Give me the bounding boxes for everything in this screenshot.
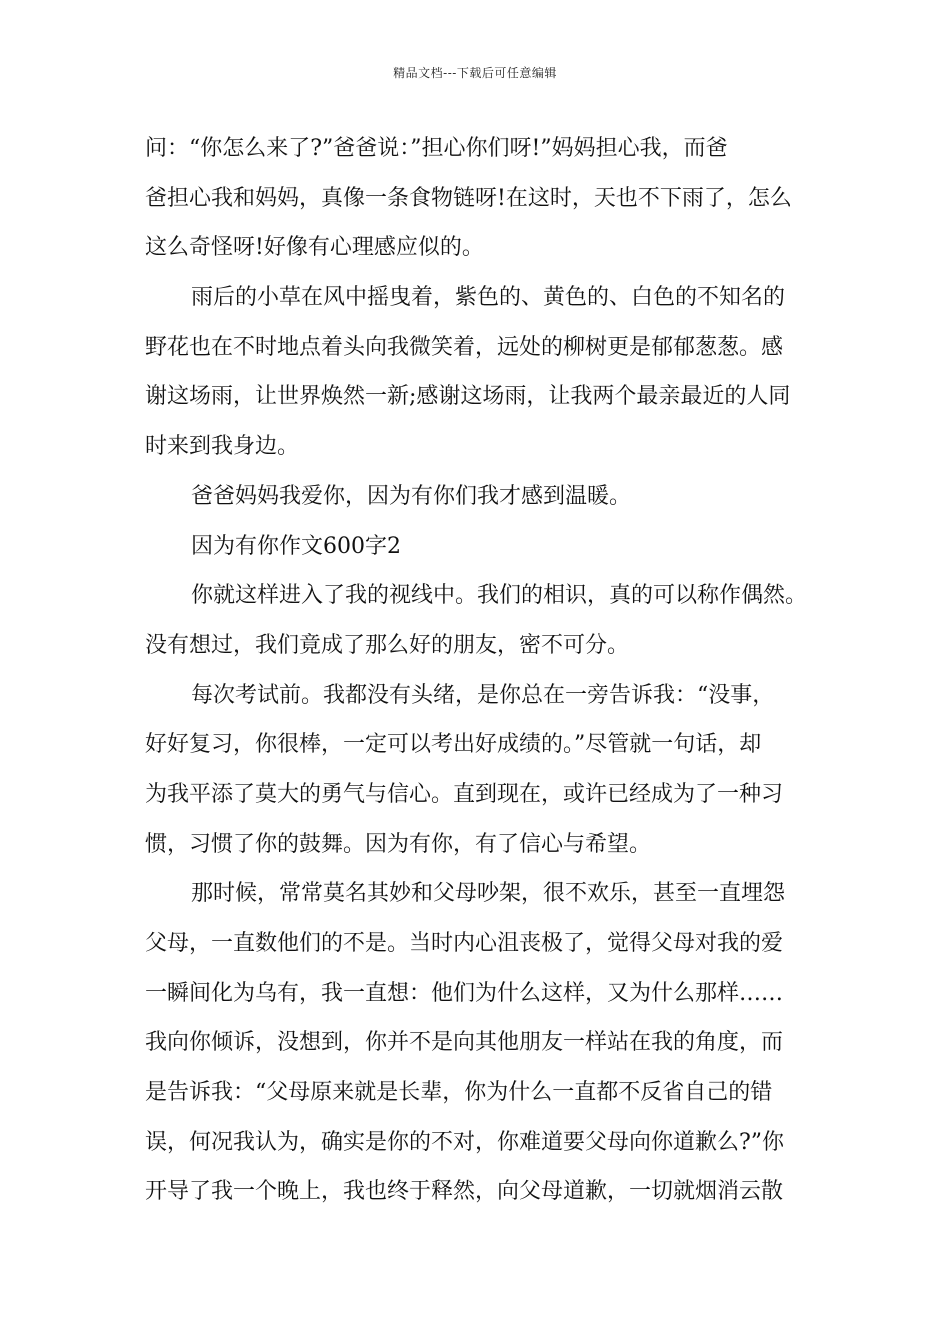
text-line: 好好复习，你很棒，一定可以考出好成绩的。”尽管就一句话，却 (145, 732, 762, 758)
text-line: 没有想过，我们竟成了那么好的朋友，密不可分。 (145, 632, 630, 658)
page-header: 精品文档---下载后可任意编辑 (393, 66, 557, 80)
text-line: 我向你倾诉，没想到，你并不是向其他朋友一样站在我的角度，而 (145, 1030, 784, 1056)
essay-title: 因为有你作文600字2 (191, 533, 401, 559)
paragraph-start-line: 你就这样进入了我的视线中。我们的相识，真的可以称作偶然。 (191, 583, 808, 609)
text-line: 为我平添了莫大的勇气与信心。直到现在，或许已经成为了一种习 (145, 781, 784, 807)
text-line: 父母，一直数他们的不是。当时内心沮丧极了，觉得父母对我的爱 (145, 931, 784, 956)
paragraph-start-line: 每次考试前。我都没有头绪，是你总在一旁告诉我：“没事， (191, 682, 775, 708)
text-line: 爸担心我和妈妈，真像一条食物链呀!在这时，天也不下雨了，怎么 (145, 185, 792, 211)
text-line: 惯，习惯了你的鼓舞。因为有你，有了信心与希望。 (145, 831, 652, 857)
text-line: 问：“你怎么来了?”爸爸说：”担心你们呀!”妈妈担心我，而爸 (145, 136, 728, 161)
text-line: 误，何况我认为，确实是你的不对，你难道要父母向你道歉么?”你 (145, 1129, 785, 1155)
paragraph-start-line: 那时候，常常莫名其妙和父母吵架，很不欢乐，甚至一直埋怨 (191, 881, 786, 907)
text-line: 谢这场雨，让世界焕然一新;感谢这场雨，让我两个最亲最近的人同 (145, 384, 791, 410)
paragraph-start-line: 爸爸妈妈我爱你，因为有你们我才感到温暖。 (191, 483, 632, 509)
document-body (145, 124, 815, 1217)
text-line: 一瞬间化为乌有，我一直想：他们为什么这样，又为什么那样…… (145, 980, 784, 1006)
text-line: 野花也在不时地点着头向我微笑着，远处的柳树更是郁郁葱葱。感 (145, 334, 784, 360)
text-line: 是告诉我：“父母原来就是长辈，你为什么一直都不反省自己的错 (145, 1080, 773, 1106)
paragraph-start-line: 雨后的小草在风中摇曳着，紫色的、黄色的、白色的不知名的 (191, 285, 786, 311)
text-line: 时来到我身边。 (145, 434, 300, 460)
text-line: 开导了我一个晚上，我也终于释然，向父母道歉，一切就烟消云散 (145, 1179, 784, 1205)
text-line: 这么奇怪呀!好像有心理感应似的。 (145, 235, 484, 261)
